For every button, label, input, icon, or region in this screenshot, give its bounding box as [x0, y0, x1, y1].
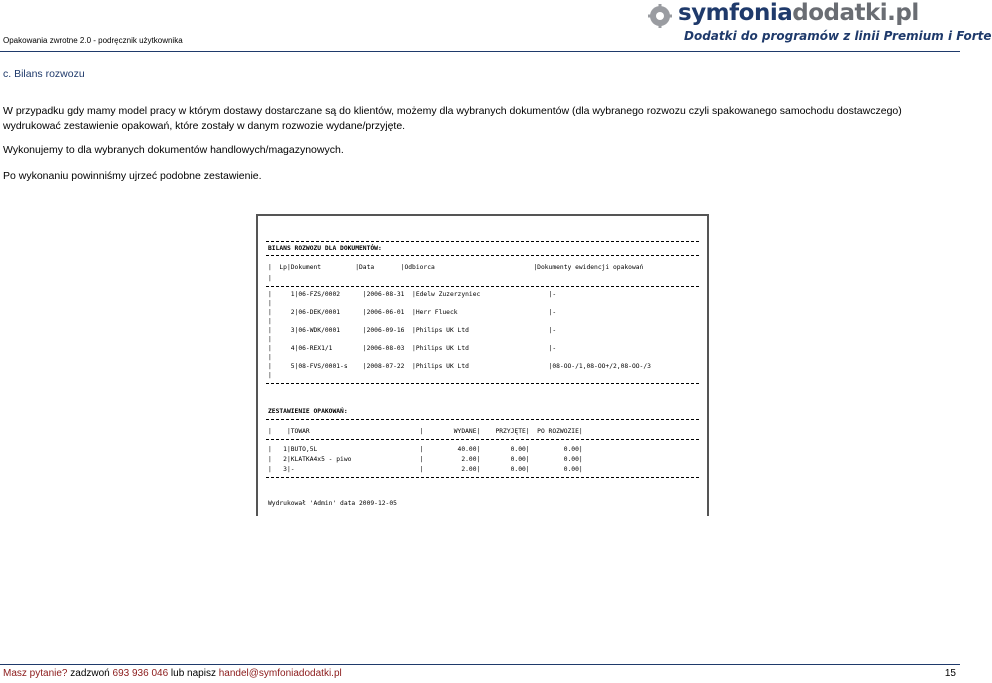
- footer-contact: [3, 668, 342, 679]
- logo-main-text: symfonia: [678, 0, 793, 26]
- summary-row: | 3|- | 2.00| 0.00| 0.00|: [268, 466, 583, 473]
- summary-row: | 1|BUTO,5L | 40.00| 0.00| 0.00|: [268, 446, 583, 453]
- summary-row: | 2|KLATKA4x5 - piwo | 2.00| 0.00| 0.00|: [268, 456, 583, 463]
- report-row-gap: |: [268, 336, 272, 343]
- summary-rule: [266, 439, 699, 440]
- section-title: c. Bilans rozwozu: [3, 68, 85, 80]
- report-table-gap: |: [268, 275, 272, 282]
- footer-question: Masz pytanie?: [3, 668, 68, 679]
- report-row-gap: |: [268, 372, 272, 379]
- summary-rule: [266, 419, 699, 420]
- summary-rule: [266, 477, 699, 478]
- report-row-gap: |: [268, 318, 272, 325]
- header-doc-title: Opakowania zwrotne 2.0 - podręcznik użytkownika: [3, 36, 183, 45]
- report-row: | 5|08-FVS/0001-s |2008-07-22 |Philips UK Ltd |08-OO-/1,08-OO+/2,08-OO-/3: [268, 363, 651, 370]
- brand-logo: [648, 0, 992, 46]
- report-row: | 3|06-WDK/0001 |2006-09-16 |Philips UK Ltd |-: [268, 327, 557, 334]
- paragraph-intro: W przypadku gdy mamy model pracy w którym dostawy dostarczane są do klientów, możemy dla wybranych dokumentów (dla wybranego rozwozu czyli spakowanego samochodu dostawczego) wydrukować zestawienie opakowań, które zostały w danym rozwozie wydane/przyjęte.: [3, 105, 902, 132]
- footer-call-text: zadzwoń: [67, 668, 113, 679]
- logo-accent-text: dodatki.pl: [792, 0, 919, 26]
- report-title: BILANS ROZWOZU DLA DOKUMENTÓW:: [268, 245, 382, 252]
- logo-tagline: Dodatki do programów z linii Premium i Forte: [684, 29, 992, 43]
- report-row-gap: |: [268, 300, 272, 307]
- footer-phone[interactable]: 693 936 046: [112, 668, 169, 679]
- report-rule: [266, 255, 699, 256]
- page-number: 15: [944, 668, 956, 679]
- report-row: | 1|06-FZS/0002 |2006-08-31 |Edelw Zuzerzyniec |-: [268, 291, 557, 298]
- paragraph-scope: Wykonujemy to dla wybranych dokumentów handlowych/magazynowych.: [3, 144, 344, 156]
- summary-header: | |TOWAR | WYDANE| PRZYJĘTE| PO ROZWOZIE|: [268, 428, 583, 435]
- printed-by: Wydrukował 'Admin' data 2009-12-05: [268, 500, 397, 507]
- report-screenshot: [256, 214, 709, 516]
- report-row: | 4|06-REX1/1 |2006-08-03 |Philips UK Ltd |-: [268, 345, 557, 352]
- report-table-header: | Lp|Dokument |Data |Odbiorca |Dokumenty ewidencji opakowań: [268, 264, 644, 271]
- footer-email-link[interactable]: handel@symfoniadodatki.pl: [218, 668, 342, 679]
- report-rule: [266, 383, 699, 384]
- report-row-gap: |: [268, 354, 272, 361]
- summary-title: ZESTAWIENIE OPAKOWAŃ:: [268, 408, 348, 415]
- report-row: | 2|06-DEK/0001 |2006-06-01 |Herr Flueck |-: [268, 309, 557, 316]
- report-rule: [266, 286, 699, 287]
- footer-divider: [0, 664, 960, 665]
- footer-or-text: lub napisz: [168, 668, 219, 679]
- header-divider: [0, 51, 960, 52]
- logo-wordmark: [678, 0, 919, 26]
- report-rule: [266, 241, 699, 242]
- paragraph-result: Po wykonaniu powinniśmy ujrzeć podobne zestawienie.: [3, 170, 262, 182]
- gear-icon: [648, 4, 672, 28]
